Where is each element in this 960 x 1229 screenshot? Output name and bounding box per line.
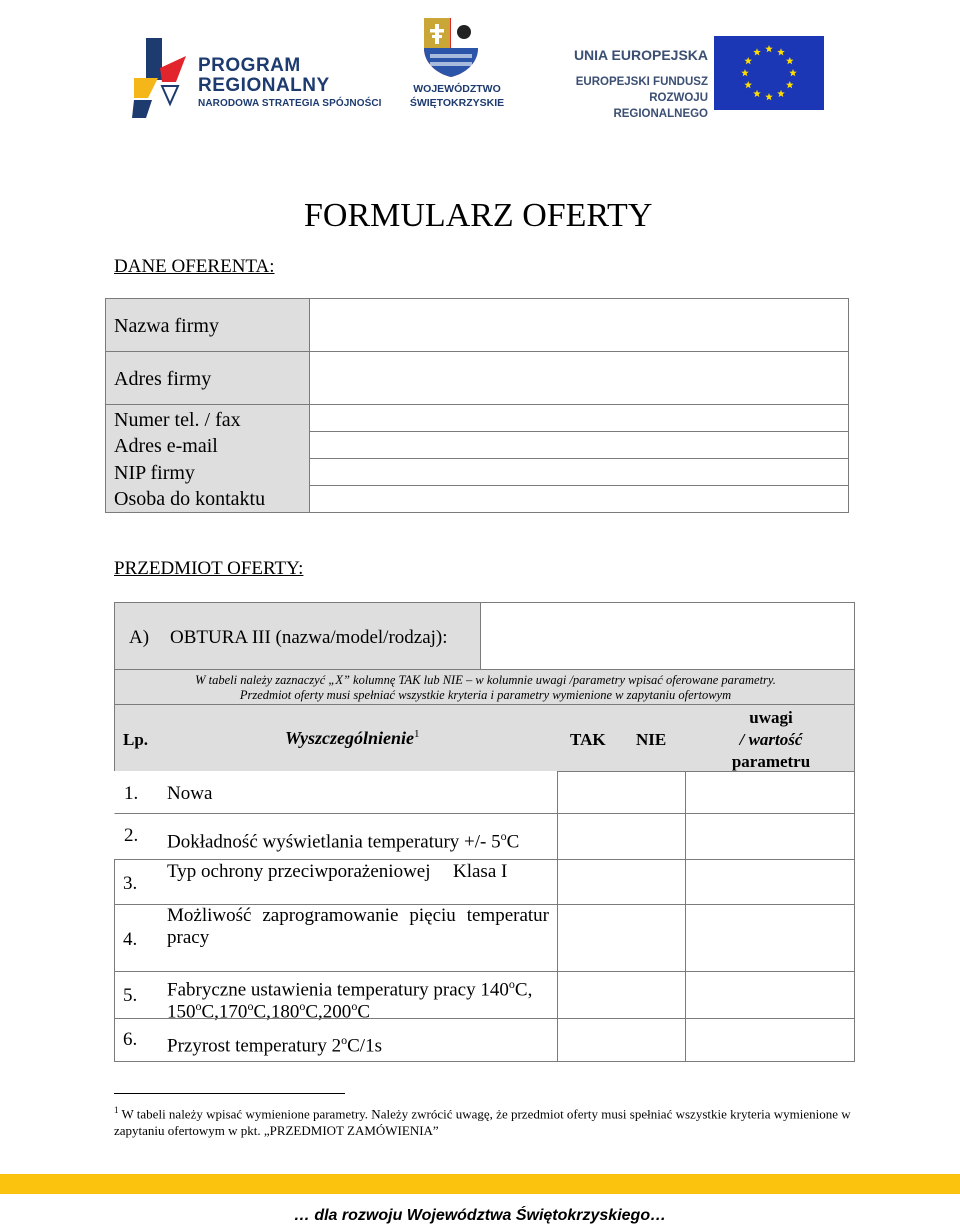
row-2-spec (167, 825, 519, 853)
company-name-field[interactable] (309, 298, 849, 352)
footnote-mark: 1 (114, 1105, 119, 1115)
row-2-yes-cell[interactable] (557, 813, 686, 860)
row-5-text-6: C,200 (305, 1001, 352, 1023)
eu-flag-icon (714, 36, 824, 110)
row-3-spec-b: Klasa I (453, 861, 508, 882)
table-row (114, 1018, 558, 1062)
footer-slogan: … dla rozwoju Województwa Świętokrzyskiego… (293, 1207, 667, 1224)
row-1-yes-cell[interactable] (557, 771, 686, 814)
page-title: FORMULARZ OFERTY (304, 197, 653, 234)
row-2-spec-text: Dokładność wyświetlania temperatury +/- 5 (167, 831, 501, 853)
eu-logo (562, 36, 826, 120)
row-6-spec-text: Przyrost temperatury 2 (167, 1035, 342, 1057)
offeror-section-label: DANE OFERENTA: (114, 256, 275, 277)
program-logo-line1: PROGRAM (198, 55, 301, 76)
eu-wordmark (562, 46, 708, 122)
col-spec-footnote-mark: 1 (414, 728, 420, 740)
col-notes (709, 707, 833, 773)
row-1-lp: 1. (124, 783, 139, 804)
table-row (114, 971, 558, 1023)
wojewodztwo-wordmark (404, 82, 510, 110)
row-2-no-cell[interactable] (685, 813, 855, 860)
region-logo-line1: WOJEWÓDZTWO (413, 83, 501, 95)
footnote-separator (114, 1093, 345, 1094)
program-logo-line3: NARODOWA STRATEGIA SPÓJNOŚCI (198, 98, 382, 109)
row-5-degree-2: o (195, 999, 202, 1013)
program-logo-line2: REGIONALNY (198, 75, 330, 96)
footer-bar (0, 1174, 960, 1194)
eu-logo-line3: ROZWOJU REGIONALNEGO (613, 92, 708, 120)
contact-labels-cell (105, 404, 310, 513)
row-5-degree-3: o (247, 999, 254, 1013)
col-notes-line3: parametru (731, 752, 811, 771)
table-row (114, 813, 558, 860)
contact-person-label: Osoba do kontaktu (114, 488, 266, 510)
footnote-text: W tabeli należy wpisać wymienione parametry. Należy zwrócić uwagę, że przedmiot oferty musi spełniać wszystkie kryteria wymienione w zapytaniu ofertowym w pkt. „PRZEDMIOT ZAMÓWIENIA” (114, 1106, 851, 1139)
footnote (114, 1102, 874, 1139)
company-name-label: Nazwa firmy (114, 315, 219, 337)
eu-logo-line2: EUROPEJSKI FUNDUSZ (575, 76, 708, 88)
row-4-yes-cell[interactable] (557, 904, 686, 972)
table-row (114, 771, 558, 814)
row-2-degree: o (500, 829, 507, 843)
row-6-no-cell[interactable] (685, 1018, 855, 1062)
row-4-no-cell[interactable] (685, 904, 855, 972)
row-5-degree-1: o (508, 977, 515, 991)
row-2-lp: 2. (124, 825, 139, 846)
row-5-spec-line1: Fabryczne ustawienia temperatury pracy 140$^o$C, (167, 977, 533, 1001)
row-5-degree-4: o (299, 999, 306, 1013)
col-lp: Lp. (123, 730, 149, 749)
col-notes-line1: uwagi (749, 708, 793, 727)
col-spec (285, 728, 420, 749)
program-regionalny-wordmark (198, 56, 382, 109)
row-5-no-cell[interactable] (685, 971, 855, 1019)
table-row (114, 904, 558, 972)
table-header-row (114, 704, 855, 772)
row-1-no-cell[interactable] (685, 771, 855, 814)
col-spec-label: Wyszczególnienie (285, 728, 414, 748)
row-5-text-7: C (357, 1001, 370, 1023)
row-3-lp: 3. (123, 873, 138, 894)
company-name-label-cell (105, 298, 310, 352)
coat-of-arms-icon (420, 16, 482, 78)
program-regionalny-logo (132, 38, 382, 120)
row-5-text-2: C (514, 979, 528, 1001)
row-6-lp: 6. (123, 1029, 138, 1050)
subject-section-label: PRZEDMIOT OFERTY: (114, 558, 304, 579)
company-address-field[interactable] (309, 351, 849, 405)
row-5-degree-5: o (351, 999, 358, 1013)
instruction-line-1: W tabeli należy zaznaczyć „X” kolumnę TAK lub NIE – w kolumnie uwagi /parametry wpisać oferowane parametry. (195, 673, 776, 687)
item-title-cell (114, 602, 481, 670)
col-notes-line2: / wartość (739, 730, 803, 749)
row-3-spec-a: Typ ochrony przeciwporażeniowej (167, 861, 431, 882)
row-6-yes-cell[interactable] (557, 1018, 686, 1062)
nip-field[interactable] (309, 458, 849, 486)
row-5-text-3: 150 (167, 1001, 196, 1023)
row-4-spec: Możliwość zaprogramowanie pięciu temperatur pracy (167, 905, 549, 948)
row-5-text-4: C,170 (201, 1001, 248, 1023)
table-row (114, 859, 558, 905)
eu-logo-line1: UNIA EUROPEJSKA (573, 47, 708, 63)
email-label: Adres e-mail (114, 435, 218, 457)
row-5-yes-cell[interactable] (557, 971, 686, 1019)
region-logo-line2: ŚWIĘTOKRZYSKIE (409, 97, 505, 109)
phone-field[interactable] (309, 404, 849, 432)
nip-label: NIP firmy (114, 462, 195, 484)
company-address-label-cell (105, 351, 310, 405)
email-field[interactable] (309, 431, 849, 459)
row-6-unit: C/1s (347, 1035, 382, 1057)
row-4-lp: 4. (123, 929, 138, 950)
instruction-line-2: Przedmiot oferty musi spełniać wszystkie kryteria i parametry wymienione w zapytaniu ofertowym (239, 688, 732, 702)
row-5-text-1: Fabryczne ustawienia temperatury pracy 140 (167, 979, 509, 1001)
row-6-degree: o (341, 1033, 348, 1047)
item-name: OBTURA III (nazwa/model/rodzaj): (170, 627, 448, 648)
row-6-spec (167, 1029, 382, 1057)
row-5-text-5: C,180 (253, 1001, 300, 1023)
wojewodztwo-logo (404, 16, 514, 116)
col-yes: TAK (570, 730, 606, 749)
row-3-yes-cell[interactable] (557, 859, 686, 905)
instructions-cell (114, 669, 855, 705)
company-address-label: Adres firmy (114, 368, 212, 390)
item-letter: A) (129, 627, 150, 648)
contact-person-field[interactable] (309, 485, 849, 513)
col-no: NIE (636, 730, 667, 749)
row-2-unit: C (506, 831, 520, 853)
row-1-spec: Nowa (167, 783, 213, 804)
program-regionalny-mark-icon (132, 38, 186, 118)
row-5-lp: 5. (123, 985, 138, 1006)
row-3-no-cell[interactable] (685, 859, 855, 905)
phone-label: Numer tel. / fax (114, 409, 241, 431)
item-model-field[interactable] (480, 602, 855, 670)
